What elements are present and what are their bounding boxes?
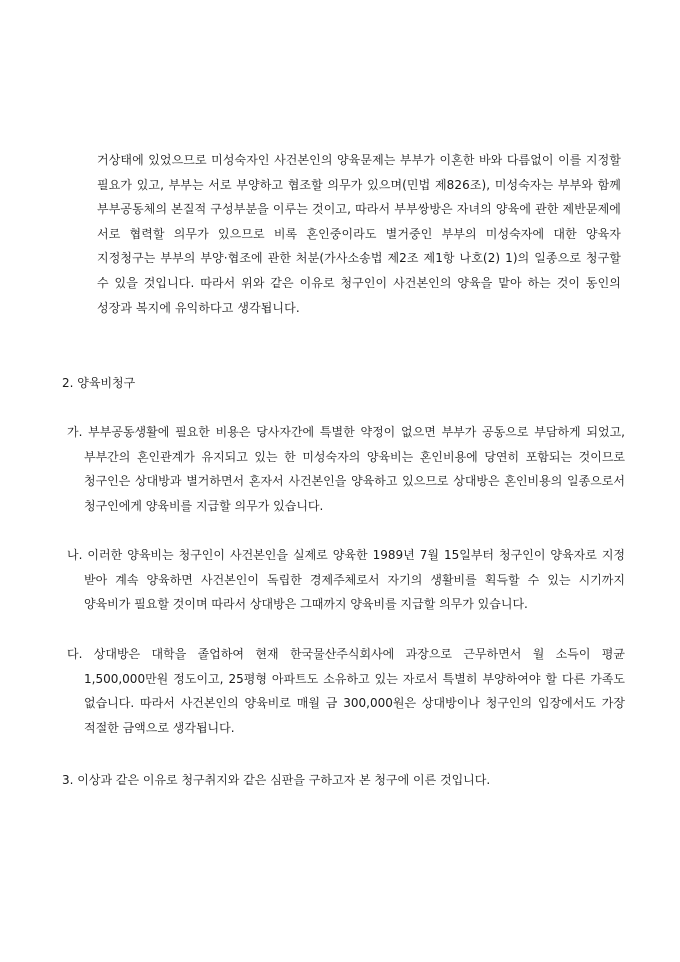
section-2-heading: 2. 양육비청구 bbox=[62, 376, 136, 390]
section-2-item-c: 다. 상대방은 대학을 졸업하여 현재 한국물산주식회사에 과장으로 근무하면서 월 소득이 평균 1,500,000만원 정도이고, 25평형 아파트도 소유하고 있는 자로서 특별히 부양하여야 할 다른 가족도 없습니다. 따라서 사건본인의 양육비로 매월 금 300,000원은 상대방이나 청구인의 입장에서도 가장 적절한 금액으로 생각됩니다. bbox=[67, 647, 625, 735]
section-2-item-a: 가. 부부공동생활에 필요한 비용은 당사자간에 특별한 약정이 없으면 부부가 공동으로 부담하게 되었고, 부부간의 혼인관계가 유지되고 있는 한 미성숙자의 양육비는 혼인비용에 당연히 포함되는 것이므로 청구인은 상대방과 별거하면서 혼자서 사건본인을 양육하고 있으므로 상대방은 혼인비용의 일종으로서 청구인에게 양육비를 지급할 의무가 있습니다. bbox=[67, 425, 625, 513]
section-2-item-b: 나. 이러한 양육비는 청구인이 사건본인을 실제로 양육한 1989년 7월 15일부터 청구인이 양육자로 지정 받아 계속 양육하면 사건본인이 독립한 경제주체로서 자기의 생활비를 획득할 수 있는 시기까지 양육비가 필요할 것이며 따라서 상대방은 그때까지 양육비를 지급할 의무가 있습니다. bbox=[67, 548, 625, 612]
section-3-conclusion: 3. 이상과 같은 이유로 청구취지와 같은 심판을 구하고자 본 청구에 이른 것입니다. bbox=[62, 773, 491, 787]
intro-paragraph: 거상태에 있었으므로 미성숙자인 사건본인의 양육문제는 부부가 이혼한 바와 다름없이 이를 지정할 필요가 있고, 부부는 서로 부양하고 협조할 의무가 있으며(민법 제826조), 미성숙자는 부부와 함께 부부공동체의 본질적 구성부분을 이루는 것이고, 따라서 부부쌍방은 자녀의 양육에 관한 제반문제에 서로 협력할 의무가 있으므로 비록 혼인중이라도 별거중인 부부의 미성숙자에 대한 양육자 지정청구는 부부의 부양·협조에 관한 처분(가사소송법 제2조 제1항 나호(2) 1)의 일종으로 청구할 수 있을 것입니다. 따라서 위와 같은 이유로 청구인이 사건본인의 양육을 맡아 하는 것이 동인의 성장과 복지에 유익하다고 생각됩니다. bbox=[97, 153, 621, 315]
